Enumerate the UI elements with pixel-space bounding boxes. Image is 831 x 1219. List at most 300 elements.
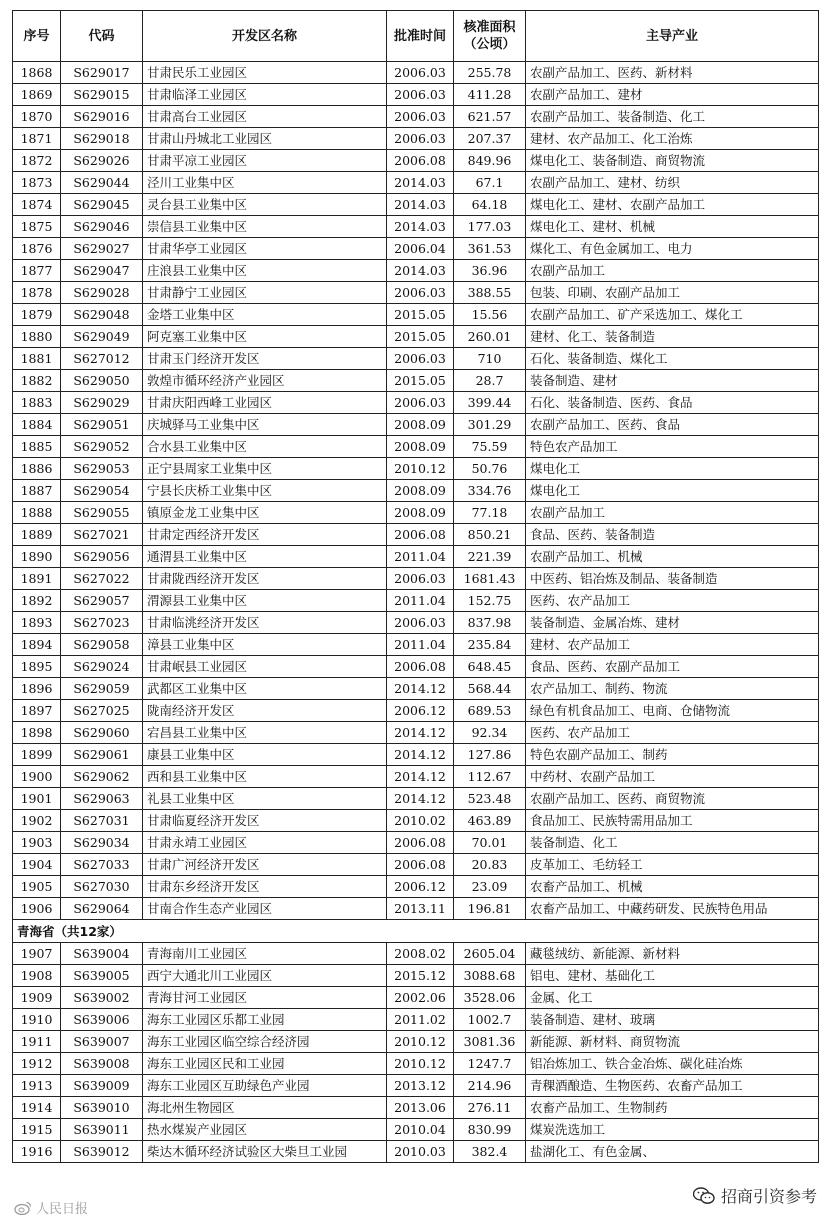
cell-approved-area: 301.29 [454, 414, 526, 436]
cell-zone-name: 海东工业园区民和工业园 [143, 1053, 387, 1075]
table-row [13, 568, 819, 590]
cell-code: S627012 [61, 348, 143, 370]
cell-approval-date: 2006.03 [387, 348, 454, 370]
cell-leading-industry: 煤化工、有色金属加工、电力 [526, 238, 819, 260]
cell-seq: 1907 [13, 943, 61, 965]
table-row [13, 634, 819, 656]
cell-zone-name: 甘肃永靖工业园区 [143, 832, 387, 854]
cell-approval-date: 2015.12 [387, 965, 454, 987]
table-row [13, 282, 819, 304]
cell-zone-name: 青海甘河工业园区 [143, 987, 387, 1009]
cell-seq: 1914 [13, 1097, 61, 1119]
cell-zone-name: 热水煤炭产业园区 [143, 1119, 387, 1141]
cell-approved-area: 849.96 [454, 150, 526, 172]
cell-code: S629055 [61, 502, 143, 524]
cell-leading-industry: 农副产品加工、医药、新材料 [526, 62, 819, 84]
cell-seq: 1910 [13, 1009, 61, 1031]
cell-approved-area: 388.55 [454, 282, 526, 304]
cell-code: S629057 [61, 590, 143, 612]
cell-leading-industry: 医药、农产品加工 [526, 722, 819, 744]
cell-seq: 1886 [13, 458, 61, 480]
cell-code: S629052 [61, 436, 143, 458]
cell-leading-industry: 装备制造、化工 [526, 832, 819, 854]
cell-zone-name: 庄浪县工业集中区 [143, 260, 387, 282]
cell-seq: 1906 [13, 898, 61, 920]
table-row [13, 216, 819, 238]
table-row [13, 62, 819, 84]
table-row [13, 502, 819, 524]
cell-approved-area: 3081.36 [454, 1031, 526, 1053]
table-row [13, 84, 819, 106]
cell-seq: 1870 [13, 106, 61, 128]
cell-approval-date: 2008.09 [387, 436, 454, 458]
table-row [13, 678, 819, 700]
cell-code: S629054 [61, 480, 143, 502]
cell-approved-area: 235.84 [454, 634, 526, 656]
cell-zone-name: 宁县长庆桥工业集中区 [143, 480, 387, 502]
cell-approved-area: 221.39 [454, 546, 526, 568]
cell-code: S629062 [61, 766, 143, 788]
cell-zone-name: 海北州生物园区 [143, 1097, 387, 1119]
table-row [13, 898, 819, 920]
cell-approved-area: 28.7 [454, 370, 526, 392]
cell-approved-area: 255.78 [454, 62, 526, 84]
cell-seq: 1868 [13, 62, 61, 84]
table-row [13, 810, 819, 832]
cell-approved-area: 648.45 [454, 656, 526, 678]
cell-zone-name: 甘肃庆阳西峰工业园区 [143, 392, 387, 414]
cell-approved-area: 463.89 [454, 810, 526, 832]
cell-seq: 1884 [13, 414, 61, 436]
cell-seq: 1908 [13, 965, 61, 987]
cell-zone-name: 甘肃临洮经济开发区 [143, 612, 387, 634]
cell-code: S629061 [61, 744, 143, 766]
cell-seq: 1871 [13, 128, 61, 150]
cell-zone-name: 渭源县工业集中区 [143, 590, 387, 612]
cell-seq: 1913 [13, 1075, 61, 1097]
weibo-icon [14, 1201, 32, 1215]
table-row [13, 1075, 819, 1097]
cell-code: S627021 [61, 524, 143, 546]
table-row [13, 722, 819, 744]
cell-code: S639006 [61, 1009, 143, 1031]
header-leading-industry: 主导产业 [526, 11, 819, 62]
cell-leading-industry: 农副产品加工 [526, 260, 819, 282]
cell-leading-industry: 煤电化工、建材、机械 [526, 216, 819, 238]
cell-approved-area: 77.18 [454, 502, 526, 524]
cell-approval-date: 2011.04 [387, 546, 454, 568]
cell-code: S629034 [61, 832, 143, 854]
cell-code: S639002 [61, 987, 143, 1009]
table-row [13, 612, 819, 634]
cell-code: S629053 [61, 458, 143, 480]
cell-approval-date: 2010.03 [387, 1141, 454, 1163]
cell-approved-area: 67.1 [454, 172, 526, 194]
cell-code: S629058 [61, 634, 143, 656]
cell-zone-name: 阿克塞工业集中区 [143, 326, 387, 348]
cell-zone-name: 陇南经济开发区 [143, 700, 387, 722]
cell-seq: 1885 [13, 436, 61, 458]
cell-seq: 1869 [13, 84, 61, 106]
header-seq: 序号 [13, 11, 61, 62]
cell-code: S629060 [61, 722, 143, 744]
cell-approval-date: 2014.12 [387, 744, 454, 766]
cell-approval-date: 2014.12 [387, 678, 454, 700]
cell-leading-industry: 装备制造、建材 [526, 370, 819, 392]
cell-leading-industry: 皮革加工、毛纺轻工 [526, 854, 819, 876]
table-row [13, 1119, 819, 1141]
cell-leading-industry: 食品加工、民族特需用品加工 [526, 810, 819, 832]
cell-zone-name: 甘肃东乡经济开发区 [143, 876, 387, 898]
cell-code: S627022 [61, 568, 143, 590]
cell-approval-date: 2006.03 [387, 62, 454, 84]
cell-approved-area: 75.59 [454, 436, 526, 458]
cell-seq: 1912 [13, 1053, 61, 1075]
cell-approval-date: 2010.04 [387, 1119, 454, 1141]
cell-seq: 1902 [13, 810, 61, 832]
cell-code: S629048 [61, 304, 143, 326]
cell-leading-industry: 煤炭洗选加工 [526, 1119, 819, 1141]
watermark-left-text: 人民日报 [36, 1202, 89, 1217]
cell-approval-date: 2008.09 [387, 414, 454, 436]
cell-seq: 1878 [13, 282, 61, 304]
cell-seq: 1873 [13, 172, 61, 194]
cell-zone-name: 灵台县工业集中区 [143, 194, 387, 216]
cell-zone-name: 甘肃平凉工业园区 [143, 150, 387, 172]
cell-approval-date: 2013.06 [387, 1097, 454, 1119]
table-row [13, 370, 819, 392]
cell-zone-name: 金塔工业集中区 [143, 304, 387, 326]
cell-code: S629018 [61, 128, 143, 150]
cell-leading-industry: 医药、农产品加工 [526, 590, 819, 612]
cell-approved-area: 260.01 [454, 326, 526, 348]
cell-approved-area: 411.28 [454, 84, 526, 106]
cell-leading-industry: 农畜产品加工、中藏药研发、民族特色用品 [526, 898, 819, 920]
cell-code: S629027 [61, 238, 143, 260]
cell-zone-name: 甘肃岷县工业园区 [143, 656, 387, 678]
table-row [13, 590, 819, 612]
table-row [13, 524, 819, 546]
cell-approval-date: 2010.02 [387, 810, 454, 832]
cell-approval-date: 2006.08 [387, 854, 454, 876]
cell-zone-name: 西和县工业集中区 [143, 766, 387, 788]
cell-approval-date: 2006.04 [387, 238, 454, 260]
cell-leading-industry: 特色农产品加工 [526, 436, 819, 458]
cell-approved-area: 3088.68 [454, 965, 526, 987]
cell-zone-name: 甘肃高台工业园区 [143, 106, 387, 128]
header-code: 代码 [61, 11, 143, 62]
table-row [13, 414, 819, 436]
cell-leading-industry: 农副产品加工、建材、纺织 [526, 172, 819, 194]
cell-seq: 1877 [13, 260, 61, 282]
cell-seq: 1916 [13, 1141, 61, 1163]
cell-approval-date: 2010.12 [387, 1031, 454, 1053]
cell-code: S629056 [61, 546, 143, 568]
cell-code: S627030 [61, 876, 143, 898]
cell-leading-industry: 煤电化工 [526, 480, 819, 502]
cell-seq: 1880 [13, 326, 61, 348]
cell-leading-industry: 装备制造、金属冶炼、建材 [526, 612, 819, 634]
cell-seq: 1888 [13, 502, 61, 524]
table-row [13, 1031, 819, 1053]
wechat-icon [693, 1187, 715, 1205]
cell-seq: 1876 [13, 238, 61, 260]
cell-leading-industry: 农副产品加工、装备制造、化工 [526, 106, 819, 128]
cell-code: S639008 [61, 1053, 143, 1075]
cell-seq: 1915 [13, 1119, 61, 1141]
cell-code: S639011 [61, 1119, 143, 1141]
cell-seq: 1903 [13, 832, 61, 854]
cell-seq: 1883 [13, 392, 61, 414]
cell-leading-industry: 中医药、铝冶炼及制品、装备制造 [526, 568, 819, 590]
cell-approved-area: 1002.7 [454, 1009, 526, 1031]
cell-seq: 1909 [13, 987, 61, 1009]
cell-seq: 1882 [13, 370, 61, 392]
cell-zone-name: 甘肃民乐工业园区 [143, 62, 387, 84]
cell-leading-industry: 农畜产品加工、生物制药 [526, 1097, 819, 1119]
cell-code: S627033 [61, 854, 143, 876]
province-title: 青海省（共12家） [13, 920, 819, 943]
cell-zone-name: 镇原金龙工业集中区 [143, 502, 387, 524]
table-row [13, 987, 819, 1009]
cell-leading-industry: 食品、医药、装备制造 [526, 524, 819, 546]
cell-seq: 1899 [13, 744, 61, 766]
cell-zone-name: 庆城驿马工业集中区 [143, 414, 387, 436]
cell-code: S627025 [61, 700, 143, 722]
cell-zone-name: 甘肃陇西经济开发区 [143, 568, 387, 590]
cell-approved-area: 214.96 [454, 1075, 526, 1097]
cell-leading-industry: 农副产品加工、机械 [526, 546, 819, 568]
header-approved-area: 核准面积 （公顷） [454, 11, 526, 62]
table-row [13, 965, 819, 987]
cell-seq: 1879 [13, 304, 61, 326]
cell-approval-date: 2014.12 [387, 788, 454, 810]
cell-zone-name: 正宁县周家工业集中区 [143, 458, 387, 480]
cell-code: S629064 [61, 898, 143, 920]
cell-zone-name: 甘肃定西经济开发区 [143, 524, 387, 546]
cell-code: S627023 [61, 612, 143, 634]
cell-zone-name: 甘南合作生态产业园区 [143, 898, 387, 920]
cell-seq: 1896 [13, 678, 61, 700]
cell-code: S629046 [61, 216, 143, 238]
cell-leading-industry: 新能源、新材料、商贸物流 [526, 1031, 819, 1053]
cell-leading-industry: 农副产品加工 [526, 502, 819, 524]
cell-leading-industry: 煤电化工、装备制造、商贸物流 [526, 150, 819, 172]
cell-zone-name: 宕昌县工业集中区 [143, 722, 387, 744]
table-row [13, 876, 819, 898]
header-zone-name: 开发区名称 [143, 11, 387, 62]
table-row [13, 656, 819, 678]
table-row [13, 458, 819, 480]
cell-approval-date: 2014.12 [387, 722, 454, 744]
table-body [13, 62, 819, 1163]
cell-approved-area: 152.75 [454, 590, 526, 612]
cell-approval-date: 2011.04 [387, 634, 454, 656]
cell-zone-name: 漳县工业集中区 [143, 634, 387, 656]
cell-zone-name: 通渭县工业集中区 [143, 546, 387, 568]
cell-approval-date: 2013.12 [387, 1075, 454, 1097]
cell-approved-area: 850.21 [454, 524, 526, 546]
table-row [13, 766, 819, 788]
cell-leading-industry: 建材、农产品加工、化工治炼 [526, 128, 819, 150]
cell-approval-date: 2008.02 [387, 943, 454, 965]
cell-zone-name: 海东工业园区乐都工业园 [143, 1009, 387, 1031]
cell-leading-industry: 装备制造、建材、玻璃 [526, 1009, 819, 1031]
cell-approval-date: 2015.05 [387, 370, 454, 392]
cell-approved-area: 837.98 [454, 612, 526, 634]
cell-seq: 1893 [13, 612, 61, 634]
cell-approval-date: 2014.03 [387, 194, 454, 216]
cell-approved-area: 710 [454, 348, 526, 370]
cell-leading-industry: 石化、装备制造、煤化工 [526, 348, 819, 370]
cell-seq: 1889 [13, 524, 61, 546]
cell-zone-name: 海东工业园区临空综合经济园 [143, 1031, 387, 1053]
cell-approved-area: 334.76 [454, 480, 526, 502]
cell-seq: 1887 [13, 480, 61, 502]
province-row [13, 920, 819, 943]
cell-approved-area: 621.57 [454, 106, 526, 128]
table-row [13, 1053, 819, 1075]
cell-zone-name: 甘肃玉门经济开发区 [143, 348, 387, 370]
watermark-left [14, 1198, 88, 1217]
cell-leading-industry: 藏毯绒纺、新能源、新材料 [526, 943, 819, 965]
cell-approval-date: 2006.08 [387, 524, 454, 546]
cell-seq: 1874 [13, 194, 61, 216]
cell-code: S629063 [61, 788, 143, 810]
cell-seq: 1892 [13, 590, 61, 612]
cell-code: S629045 [61, 194, 143, 216]
cell-seq: 1901 [13, 788, 61, 810]
cell-leading-industry: 铝冶炼加工、铁合金冶炼、碳化硅冶炼 [526, 1053, 819, 1075]
table-row [13, 744, 819, 766]
cell-zone-name: 敦煌市循环经济产业园区 [143, 370, 387, 392]
cell-approved-area: 15.56 [454, 304, 526, 326]
cell-code: S629059 [61, 678, 143, 700]
cell-approved-area: 276.11 [454, 1097, 526, 1119]
cell-leading-industry: 农产品加工、制药、物流 [526, 678, 819, 700]
table-row [13, 788, 819, 810]
table-row [13, 260, 819, 282]
cell-approval-date: 2006.03 [387, 612, 454, 634]
cell-approval-date: 2006.03 [387, 282, 454, 304]
cell-leading-industry: 农畜产品加工、机械 [526, 876, 819, 898]
cell-leading-industry: 建材、化工、装备制造 [526, 326, 819, 348]
cell-seq: 1894 [13, 634, 61, 656]
cell-zone-name: 柴达木循环经济试验区大柴旦工业园 [143, 1141, 387, 1163]
cell-approval-date: 2006.03 [387, 106, 454, 128]
cell-code: S639012 [61, 1141, 143, 1163]
cell-leading-industry: 石化、装备制造、医药、食品 [526, 392, 819, 414]
cell-code: S629017 [61, 62, 143, 84]
cell-zone-name: 青海南川工业园区 [143, 943, 387, 965]
cell-seq: 1905 [13, 876, 61, 898]
header-approval-date: 批准时间 [387, 11, 454, 62]
cell-code: S629029 [61, 392, 143, 414]
cell-approval-date: 2014.03 [387, 216, 454, 238]
cell-approval-date: 2006.03 [387, 84, 454, 106]
cell-seq: 1895 [13, 656, 61, 678]
table-row [13, 172, 819, 194]
table-row [13, 436, 819, 458]
cell-approval-date: 2006.03 [387, 568, 454, 590]
cell-leading-industry: 农副产品加工、建材 [526, 84, 819, 106]
cell-leading-industry: 建材、农产品加工 [526, 634, 819, 656]
cell-approved-area: 3528.06 [454, 987, 526, 1009]
cell-seq: 1881 [13, 348, 61, 370]
cell-approved-area: 689.53 [454, 700, 526, 722]
cell-code: S629044 [61, 172, 143, 194]
cell-seq: 1904 [13, 854, 61, 876]
cell-approved-area: 127.86 [454, 744, 526, 766]
cell-approved-area: 50.76 [454, 458, 526, 480]
cell-approved-area: 92.34 [454, 722, 526, 744]
cell-approved-area: 382.4 [454, 1141, 526, 1163]
cell-approval-date: 2006.12 [387, 876, 454, 898]
cell-leading-industry: 中药材、农副产品加工 [526, 766, 819, 788]
cell-code: S639007 [61, 1031, 143, 1053]
table-row [13, 546, 819, 568]
cell-approval-date: 2002.06 [387, 987, 454, 1009]
cell-approval-date: 2006.12 [387, 700, 454, 722]
cell-zone-name: 甘肃山丹城北工业园区 [143, 128, 387, 150]
cell-code: S629049 [61, 326, 143, 348]
cell-seq: 1891 [13, 568, 61, 590]
cell-approval-date: 2006.08 [387, 656, 454, 678]
cell-approved-area: 361.53 [454, 238, 526, 260]
cell-zone-name: 甘肃临泽工业园区 [143, 84, 387, 106]
table-row [13, 128, 819, 150]
cell-approval-date: 2010.12 [387, 1053, 454, 1075]
cell-code: S639004 [61, 943, 143, 965]
table-row [13, 106, 819, 128]
cell-zone-name: 合水县工业集中区 [143, 436, 387, 458]
cell-code: S627031 [61, 810, 143, 832]
cell-zone-name: 武都区工业集中区 [143, 678, 387, 700]
cell-code: S629015 [61, 84, 143, 106]
cell-leading-industry: 农副产品加工、医药、食品 [526, 414, 819, 436]
cell-code: S629047 [61, 260, 143, 282]
table-row [13, 700, 819, 722]
cell-approval-date: 2015.05 [387, 326, 454, 348]
cell-zone-name: 海东工业园区互助绿色产业园 [143, 1075, 387, 1097]
cell-approved-area: 196.81 [454, 898, 526, 920]
cell-zone-name: 礼县工业集中区 [143, 788, 387, 810]
cell-approval-date: 2008.09 [387, 480, 454, 502]
cell-seq: 1890 [13, 546, 61, 568]
cell-seq: 1872 [13, 150, 61, 172]
cell-approval-date: 2014.03 [387, 260, 454, 282]
cell-approval-date: 2006.03 [387, 392, 454, 414]
cell-seq: 1900 [13, 766, 61, 788]
cell-leading-industry: 特色农副产品加工、制药 [526, 744, 819, 766]
cell-zone-name: 康县工业集中区 [143, 744, 387, 766]
cell-seq: 1897 [13, 700, 61, 722]
cell-approval-date: 2011.04 [387, 590, 454, 612]
table-row [13, 854, 819, 876]
cell-approval-date: 2006.08 [387, 832, 454, 854]
cell-seq: 1911 [13, 1031, 61, 1053]
cell-approval-date: 2014.12 [387, 766, 454, 788]
cell-approved-area: 20.83 [454, 854, 526, 876]
table-row [13, 194, 819, 216]
watermark-right-text: 招商引资参考 [720, 1187, 817, 1206]
cell-approval-date: 2011.02 [387, 1009, 454, 1031]
cell-leading-industry: 包装、印刷、农副产品加工 [526, 282, 819, 304]
cell-approval-date: 2008.09 [387, 502, 454, 524]
cell-approval-date: 2006.08 [387, 150, 454, 172]
cell-code: S629026 [61, 150, 143, 172]
cell-approval-date: 2010.12 [387, 458, 454, 480]
